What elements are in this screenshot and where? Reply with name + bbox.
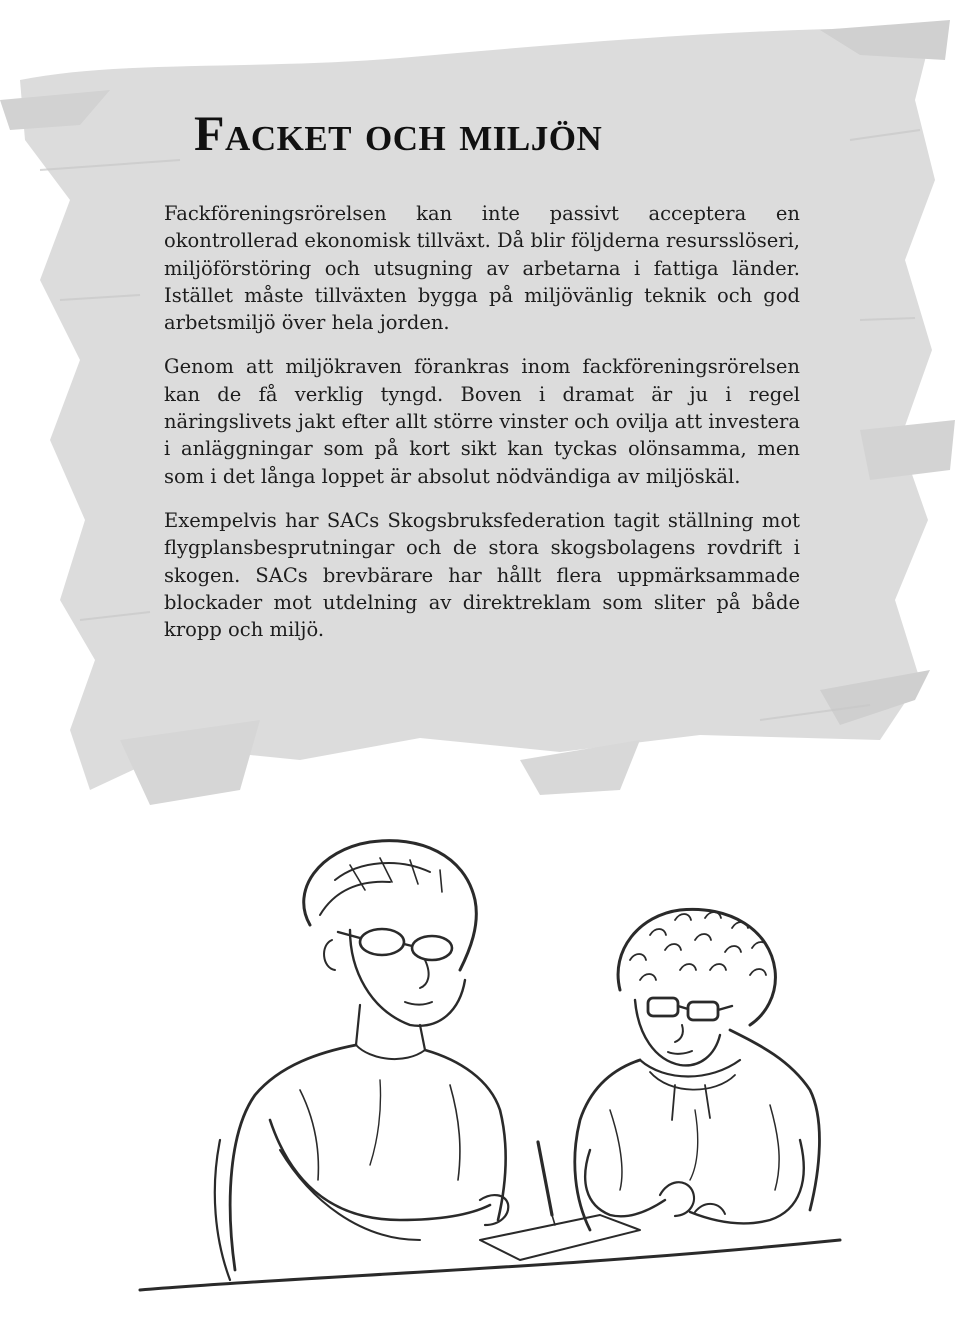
paragraph-2: Genom att miljökraven förankras inom fackföreningsrörelsen kan de få verklig tyngd. Boven i dramat är ju i regel näringslivets jakt efter allt större vinster och ovilja att investera i anläggningar som på kort sikt kan tyckas olönsamma, men som i det långa loppet är absolut nödvändiga av miljöskäl. bbox=[164, 355, 800, 488]
paragraph-1: Fackföreningsrörelsen kan inte passivt acceptera en okontrollerad ekonomisk tillväxt. Då blir följderna resursslöseri, miljöförstöring och utsugning av arbetarna i fattiga länder. Istället måste tillväxten bygga på miljövänlig teknik och god arbetsmiljö över hela jorden. bbox=[164, 202, 800, 335]
article bbox=[164, 105, 800, 643]
paragraph-3: Exempelvis har SACs Skogsbruksfederation tagit ställning mot flygplansbesprutningar och de stora skogsbolagens rovdrift i skogen. SACs brevbärare har hållt flera uppmärksammade blockader mot utdelning av direktreklam som sliter på både kropp och miljö. bbox=[164, 508, 800, 642]
illustration-two-people-at-table bbox=[120, 820, 850, 1320]
page-title: Facket och miljön bbox=[194, 105, 603, 161]
